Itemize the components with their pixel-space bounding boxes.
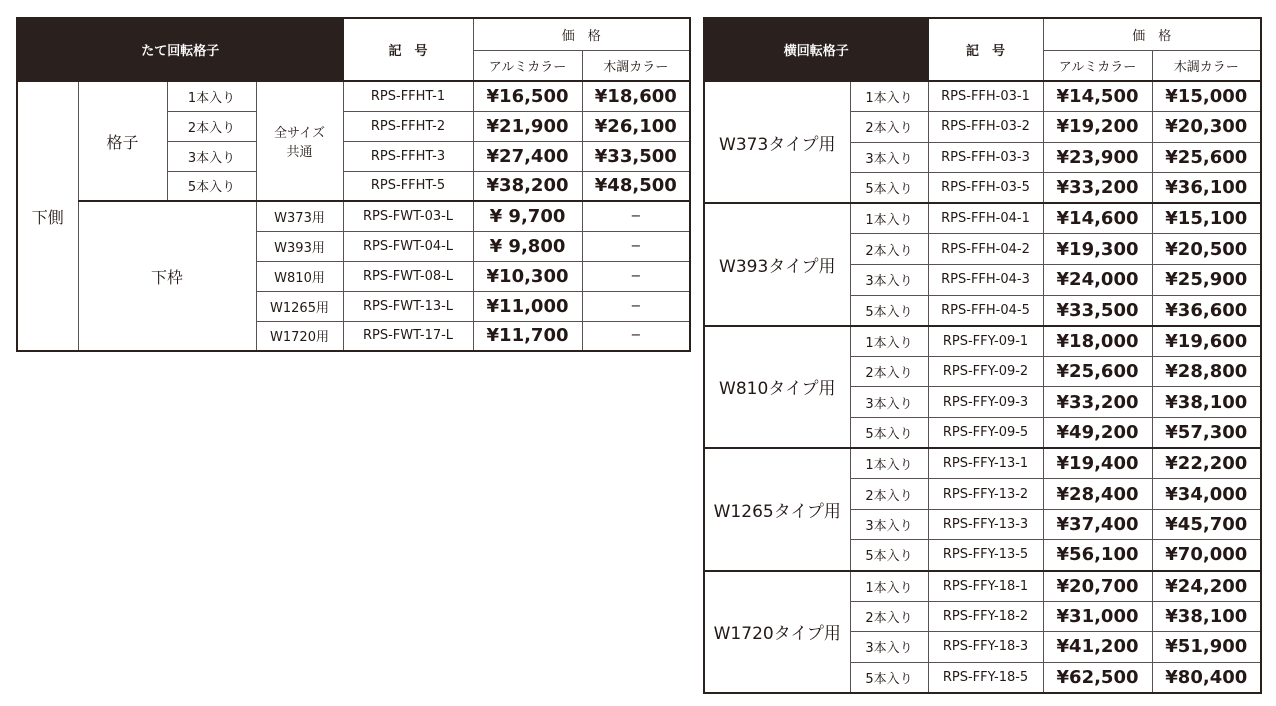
table-row bbox=[704, 81, 1261, 112]
code-cell: RPS-FWT-17-L bbox=[343, 321, 473, 351]
alu-price-cell: ¥11,700 bbox=[473, 321, 582, 351]
count-cell: 2本入り bbox=[850, 356, 928, 387]
wood-price-cell: ¥38,100 bbox=[1152, 387, 1261, 418]
alu-price-cell: ¥10,300 bbox=[473, 261, 582, 291]
alu-price-cell: ¥62,500 bbox=[1043, 662, 1152, 693]
price-header: 価 格 bbox=[1043, 18, 1261, 50]
alu-price-cell: ¥56,100 bbox=[1043, 540, 1152, 571]
wood-price-cell: ¥36,100 bbox=[1152, 173, 1261, 204]
wood-price-cell: ¥24,200 bbox=[1152, 571, 1261, 602]
type-label: W373タイプ用 bbox=[704, 81, 850, 203]
wood-price-cell: ¥34,000 bbox=[1152, 479, 1261, 510]
code-cell: RPS-FFHT-5 bbox=[343, 171, 473, 201]
alu-price-cell: ¥33,200 bbox=[1043, 173, 1152, 204]
frame-label: 下枠 bbox=[78, 201, 256, 351]
count-cell: 5本入り bbox=[850, 540, 928, 571]
code-cell: RPS-FFHT-3 bbox=[343, 141, 473, 171]
count-cell: 1本入り bbox=[850, 326, 928, 357]
alu-price-cell: ¥21,900 bbox=[473, 111, 582, 141]
count-cell: 3本入り bbox=[850, 509, 928, 540]
code-cell: RPS-FFY-18-3 bbox=[928, 632, 1043, 663]
table-title: たて回転格子 bbox=[17, 18, 343, 81]
count-cell: 1本入り bbox=[167, 81, 256, 111]
code-cell: RPS-FFY-13-2 bbox=[928, 479, 1043, 510]
alu-color-header: アルミカラー bbox=[473, 50, 582, 81]
count-cell: 3本入り bbox=[850, 387, 928, 418]
wood-price-cell: − bbox=[582, 231, 690, 261]
wood-price-cell: ¥38,100 bbox=[1152, 601, 1261, 632]
alu-price-cell: ¥ 9,800 bbox=[473, 231, 582, 261]
type-label: W1720タイプ用 bbox=[704, 571, 850, 693]
wood-price-cell: ¥28,800 bbox=[1152, 356, 1261, 387]
count-cell: 3本入り bbox=[850, 142, 928, 173]
common-label bbox=[256, 81, 343, 201]
code-cell: RPS-FFH-03-2 bbox=[928, 112, 1043, 143]
alu-price-cell: ¥16,500 bbox=[473, 81, 582, 111]
alu-color-header: アルミカラー bbox=[1043, 50, 1152, 81]
code-cell: RPS-FFY-09-5 bbox=[928, 418, 1043, 449]
code-cell: RPS-FFY-09-3 bbox=[928, 387, 1043, 418]
wood-price-cell: ¥70,000 bbox=[1152, 540, 1261, 571]
alu-price-cell: ¥19,300 bbox=[1043, 234, 1152, 265]
code-cell: RPS-FFH-04-2 bbox=[928, 234, 1043, 265]
count-cell: 2本入り bbox=[850, 601, 928, 632]
wood-price-cell: ¥33,500 bbox=[582, 141, 690, 171]
wood-price-cell: − bbox=[582, 201, 690, 231]
count-cell: 5本入り bbox=[850, 418, 928, 449]
alu-price-cell: ¥24,000 bbox=[1043, 265, 1152, 296]
alu-price-cell: ¥28,400 bbox=[1043, 479, 1152, 510]
wood-price-cell: ¥20,500 bbox=[1152, 234, 1261, 265]
wood-price-cell: ¥48,500 bbox=[582, 171, 690, 201]
code-cell: RPS-FWT-04-L bbox=[343, 231, 473, 261]
table-row bbox=[704, 571, 1261, 602]
alu-price-cell: ¥33,200 bbox=[1043, 387, 1152, 418]
wood-price-cell: ¥36,600 bbox=[1152, 295, 1261, 326]
code-header: 記 号 bbox=[928, 18, 1043, 81]
wood-price-cell: ¥20,300 bbox=[1152, 112, 1261, 143]
wood-price-cell: ¥26,100 bbox=[582, 111, 690, 141]
horizontal-lattice-rows bbox=[704, 81, 1261, 693]
code-header: 記 号 bbox=[343, 18, 473, 81]
count-cell: 5本入り bbox=[167, 171, 256, 201]
code-cell: RPS-FFH-04-1 bbox=[928, 203, 1043, 234]
count-cell: 5本入り bbox=[850, 173, 928, 204]
alu-price-cell: ¥11,000 bbox=[473, 291, 582, 321]
alu-price-cell: ¥41,200 bbox=[1043, 632, 1152, 663]
count-cell: 1本入り bbox=[850, 571, 928, 602]
table-row bbox=[704, 203, 1261, 234]
code-cell: RPS-FWT-08-L bbox=[343, 261, 473, 291]
vertical-lattice-price-table bbox=[16, 17, 691, 352]
count-cell: 1本入り bbox=[850, 203, 928, 234]
table-row bbox=[704, 326, 1261, 357]
alu-price-cell: ¥18,000 bbox=[1043, 326, 1152, 357]
code-cell: RPS-FFHT-1 bbox=[343, 81, 473, 111]
common-label-line2: 共通 bbox=[286, 145, 313, 160]
code-cell: RPS-FFY-18-1 bbox=[928, 571, 1043, 602]
code-cell: RPS-FFY-18-5 bbox=[928, 662, 1043, 693]
code-cell: RPS-FWT-13-L bbox=[343, 291, 473, 321]
alu-price-cell: ¥38,200 bbox=[473, 171, 582, 201]
code-cell: RPS-FFY-18-2 bbox=[928, 601, 1043, 632]
code-cell: RPS-FWT-03-L bbox=[343, 201, 473, 231]
alu-price-cell: ¥33,500 bbox=[1043, 295, 1152, 326]
size-cell: W373用 bbox=[256, 201, 343, 231]
alu-price-cell: ¥27,400 bbox=[473, 141, 582, 171]
wood-color-header: 木調カラー bbox=[582, 50, 690, 81]
count-cell: 1本入り bbox=[850, 448, 928, 479]
alu-price-cell: ¥23,900 bbox=[1043, 142, 1152, 173]
wood-price-cell: ¥25,900 bbox=[1152, 265, 1261, 296]
size-cell: W810用 bbox=[256, 261, 343, 291]
size-cell: W393用 bbox=[256, 231, 343, 261]
alu-price-cell: ¥25,600 bbox=[1043, 356, 1152, 387]
common-label-line1: 全サイズ bbox=[274, 126, 325, 141]
alu-price-cell: ¥19,400 bbox=[1043, 448, 1152, 479]
wood-price-cell: ¥25,600 bbox=[1152, 142, 1261, 173]
code-cell: RPS-FFY-09-1 bbox=[928, 326, 1043, 357]
size-cell: W1720用 bbox=[256, 321, 343, 351]
count-cell: 5本入り bbox=[850, 295, 928, 326]
alu-price-cell: ¥20,700 bbox=[1043, 571, 1152, 602]
wood-price-cell: ¥22,200 bbox=[1152, 448, 1261, 479]
wood-price-cell: − bbox=[582, 321, 690, 351]
alu-price-cell: ¥19,200 bbox=[1043, 112, 1152, 143]
alu-price-cell: ¥14,600 bbox=[1043, 203, 1152, 234]
alu-price-cell: ¥37,400 bbox=[1043, 509, 1152, 540]
code-cell: RPS-FFH-03-5 bbox=[928, 173, 1043, 204]
wood-price-cell: ¥18,600 bbox=[582, 81, 690, 111]
wood-price-cell: ¥80,400 bbox=[1152, 662, 1261, 693]
code-cell: RPS-FFY-13-1 bbox=[928, 448, 1043, 479]
code-cell: RPS-FFH-03-3 bbox=[928, 142, 1043, 173]
lattice-label: 格子 bbox=[78, 81, 167, 201]
count-cell: 3本入り bbox=[167, 141, 256, 171]
code-cell: RPS-FFY-13-5 bbox=[928, 540, 1043, 571]
code-cell: RPS-FFH-03-1 bbox=[928, 81, 1043, 112]
code-cell: RPS-FFH-04-3 bbox=[928, 265, 1043, 296]
size-cell: W1265用 bbox=[256, 291, 343, 321]
wood-price-cell: ¥57,300 bbox=[1152, 418, 1261, 449]
count-cell: 2本入り bbox=[850, 234, 928, 265]
side-label: 下側 bbox=[17, 81, 78, 351]
table-row bbox=[704, 448, 1261, 479]
wood-price-cell: ¥45,700 bbox=[1152, 509, 1261, 540]
count-cell: 2本入り bbox=[850, 112, 928, 143]
count-cell: 5本入り bbox=[850, 662, 928, 693]
code-cell: RPS-FFY-09-2 bbox=[928, 356, 1043, 387]
alu-price-cell: ¥31,000 bbox=[1043, 601, 1152, 632]
wood-color-header: 木調カラー bbox=[1152, 50, 1261, 81]
alu-price-cell: ¥49,200 bbox=[1043, 418, 1152, 449]
type-label: W1265タイプ用 bbox=[704, 448, 850, 570]
table-title: 横回転格子 bbox=[704, 18, 928, 81]
count-cell: 1本入り bbox=[850, 81, 928, 112]
wood-price-cell: ¥19,600 bbox=[1152, 326, 1261, 357]
wood-price-cell: − bbox=[582, 261, 690, 291]
count-cell: 2本入り bbox=[850, 479, 928, 510]
wood-price-cell: ¥15,000 bbox=[1152, 81, 1261, 112]
alu-price-cell: ¥ 9,700 bbox=[473, 201, 582, 231]
code-cell: RPS-FFHT-2 bbox=[343, 111, 473, 141]
count-cell: 3本入り bbox=[850, 265, 928, 296]
wood-price-cell: ¥15,100 bbox=[1152, 203, 1261, 234]
count-cell: 3本入り bbox=[850, 632, 928, 663]
code-cell: RPS-FFH-04-5 bbox=[928, 295, 1043, 326]
type-label: W393タイプ用 bbox=[704, 203, 850, 325]
wood-price-cell: − bbox=[582, 291, 690, 321]
count-cell: 2本入り bbox=[167, 111, 256, 141]
code-cell: RPS-FFY-13-3 bbox=[928, 509, 1043, 540]
wood-price-cell: ¥51,900 bbox=[1152, 632, 1261, 663]
price-header: 価 格 bbox=[473, 18, 690, 50]
horizontal-lattice-price-table bbox=[703, 17, 1262, 694]
alu-price-cell: ¥14,500 bbox=[1043, 81, 1152, 112]
type-label: W810タイプ用 bbox=[704, 326, 850, 448]
